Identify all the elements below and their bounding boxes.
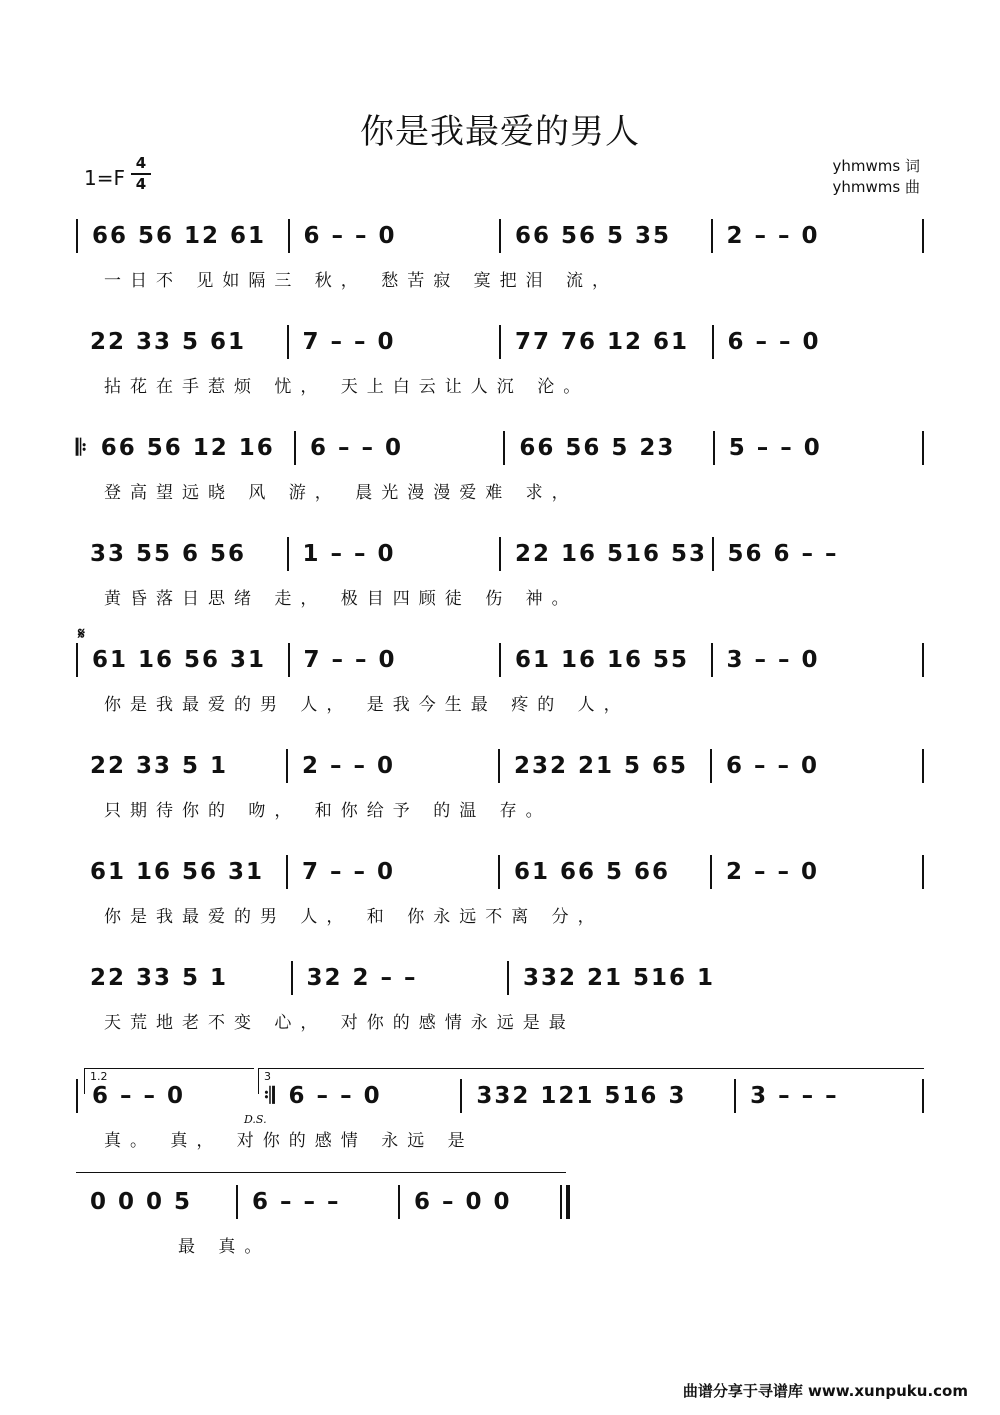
lyricist-credit: yhmwms 词 xyxy=(832,157,920,175)
measure: 6 – – 0 xyxy=(303,223,397,249)
staff-line-5 xyxy=(76,636,924,684)
staff-line-3 xyxy=(76,424,924,472)
lyric-line-10: 最 真。 xyxy=(178,1237,271,1257)
barline xyxy=(922,219,924,253)
lyric-line-4: 黄昏落日思绪 走， 极目四顾徒 伤 神。 xyxy=(104,589,578,609)
staff-line-9 xyxy=(76,1072,924,1120)
lyric-line-3: 登高望远晓 风 游， 晨光漫漫爱难 求， xyxy=(104,483,578,503)
lyric-line-1: 一日不 见如隔三 秋， 愁苦寂 寞把泪 流， xyxy=(104,271,619,291)
measure: 61 16 56 31 xyxy=(90,859,265,885)
measure: 22 33 5 1 xyxy=(90,753,229,779)
composer-credit: yhmwms 曲 xyxy=(832,178,920,196)
dal-segno-mark: D.S. xyxy=(244,1113,267,1126)
measure: 61 16 16 55 xyxy=(515,647,690,673)
lyric-line-2: 拈花在手惹烦 忧， 天上白云让人沉 沦。 xyxy=(104,377,590,397)
lyric-line-6: 只期待你的 吻， 和你给予 的温 存。 xyxy=(104,801,552,821)
credits xyxy=(833,156,920,198)
lyric-line-5: 你是我最爱的男 人， 是我今生最 疼的 人， xyxy=(104,695,630,715)
measure: 1 – – 0 xyxy=(302,541,396,567)
measure: 6 – 0 0 xyxy=(414,1189,512,1215)
measure: 6 – – 0 xyxy=(726,753,820,779)
time-signature xyxy=(131,154,151,194)
volta-label-2: 3 xyxy=(264,1070,271,1083)
barline xyxy=(922,431,924,465)
measure: 2 – – 0 xyxy=(726,859,820,885)
staff-line-6 xyxy=(76,742,924,790)
barline xyxy=(922,855,924,889)
staff-line-1 xyxy=(76,212,924,260)
measure: 332 21 516 1 xyxy=(523,965,716,991)
staff-line-7 xyxy=(76,848,924,896)
coda-rule xyxy=(76,1172,566,1173)
measure: 6 – – 0 xyxy=(92,1083,186,1109)
measure: 332 121 516 3 xyxy=(476,1083,687,1109)
volta-label-1: 1.2 xyxy=(90,1070,108,1083)
measure: 66 56 5 35 xyxy=(515,223,672,249)
repeat-start-sign: 𝄆 xyxy=(76,435,87,461)
measure: 6 – – – xyxy=(252,1189,341,1215)
staff-line-4 xyxy=(76,530,924,578)
measure: 6 – – 0 xyxy=(310,435,404,461)
measure: 22 33 5 61 xyxy=(90,329,247,355)
song-title: 你是我最爱的男人 xyxy=(360,112,640,152)
final-barline xyxy=(560,1185,570,1219)
repeat-end-sign: 𝄇 xyxy=(263,1083,275,1109)
measure: 66 56 12 16 xyxy=(100,435,275,461)
measure: 6 – – 0 xyxy=(288,1083,382,1109)
lyric-line-7: 你是我最爱的男 人， 和 你永远不离 分， xyxy=(104,907,604,927)
measure: 7 – – 0 xyxy=(303,647,397,673)
key-signature: 1=F xyxy=(84,166,125,190)
time-signature-top: 4 xyxy=(135,154,147,172)
measure: 56 6 – – xyxy=(727,541,839,567)
measure: 66 56 12 61 xyxy=(92,223,267,249)
measure: 2 – – 0 xyxy=(726,223,820,249)
measure: 2 – – 0 xyxy=(302,753,396,779)
measure: 66 56 5 23 xyxy=(519,435,676,461)
barline xyxy=(922,643,924,677)
measure: 61 66 5 66 xyxy=(514,859,671,885)
measure: 77 76 12 61 xyxy=(515,329,690,355)
barline xyxy=(922,1079,924,1113)
staff-line-2 xyxy=(76,318,924,366)
barline xyxy=(922,749,924,783)
segno-sign: 𝄋 xyxy=(78,624,85,643)
measure: 32 2 – – xyxy=(306,965,418,991)
measure: 232 21 5 65 xyxy=(514,753,689,779)
measure: 3 – – 0 xyxy=(726,647,820,673)
measure: 3 – – – xyxy=(750,1083,839,1109)
footer-watermark: 曲谱分享于寻谱库 www.xunpuku.com xyxy=(682,1382,968,1400)
measure: 0 0 0 5 xyxy=(90,1189,193,1215)
staff-line-8 xyxy=(76,954,924,1002)
lyric-line-9: 真。 真， 对你的感情 永远 是 xyxy=(104,1131,474,1151)
measure: 7 – – 0 xyxy=(302,329,396,355)
measure: 6 – – 0 xyxy=(727,329,821,355)
measure: 22 33 5 1 xyxy=(90,965,229,991)
measure: 7 – – 0 xyxy=(302,859,396,885)
lyric-line-8: 天荒地老不变 心， 对你的感情永远是最 xyxy=(104,1013,575,1033)
staff-line-10 xyxy=(76,1178,570,1226)
measure: 22 16 516 53 xyxy=(515,541,708,567)
time-signature-bottom: 4 xyxy=(131,173,151,194)
measure: 61 16 56 31 xyxy=(92,647,267,673)
measure: 33 55 6 56 xyxy=(90,541,247,567)
measure: 5 – – 0 xyxy=(728,435,822,461)
